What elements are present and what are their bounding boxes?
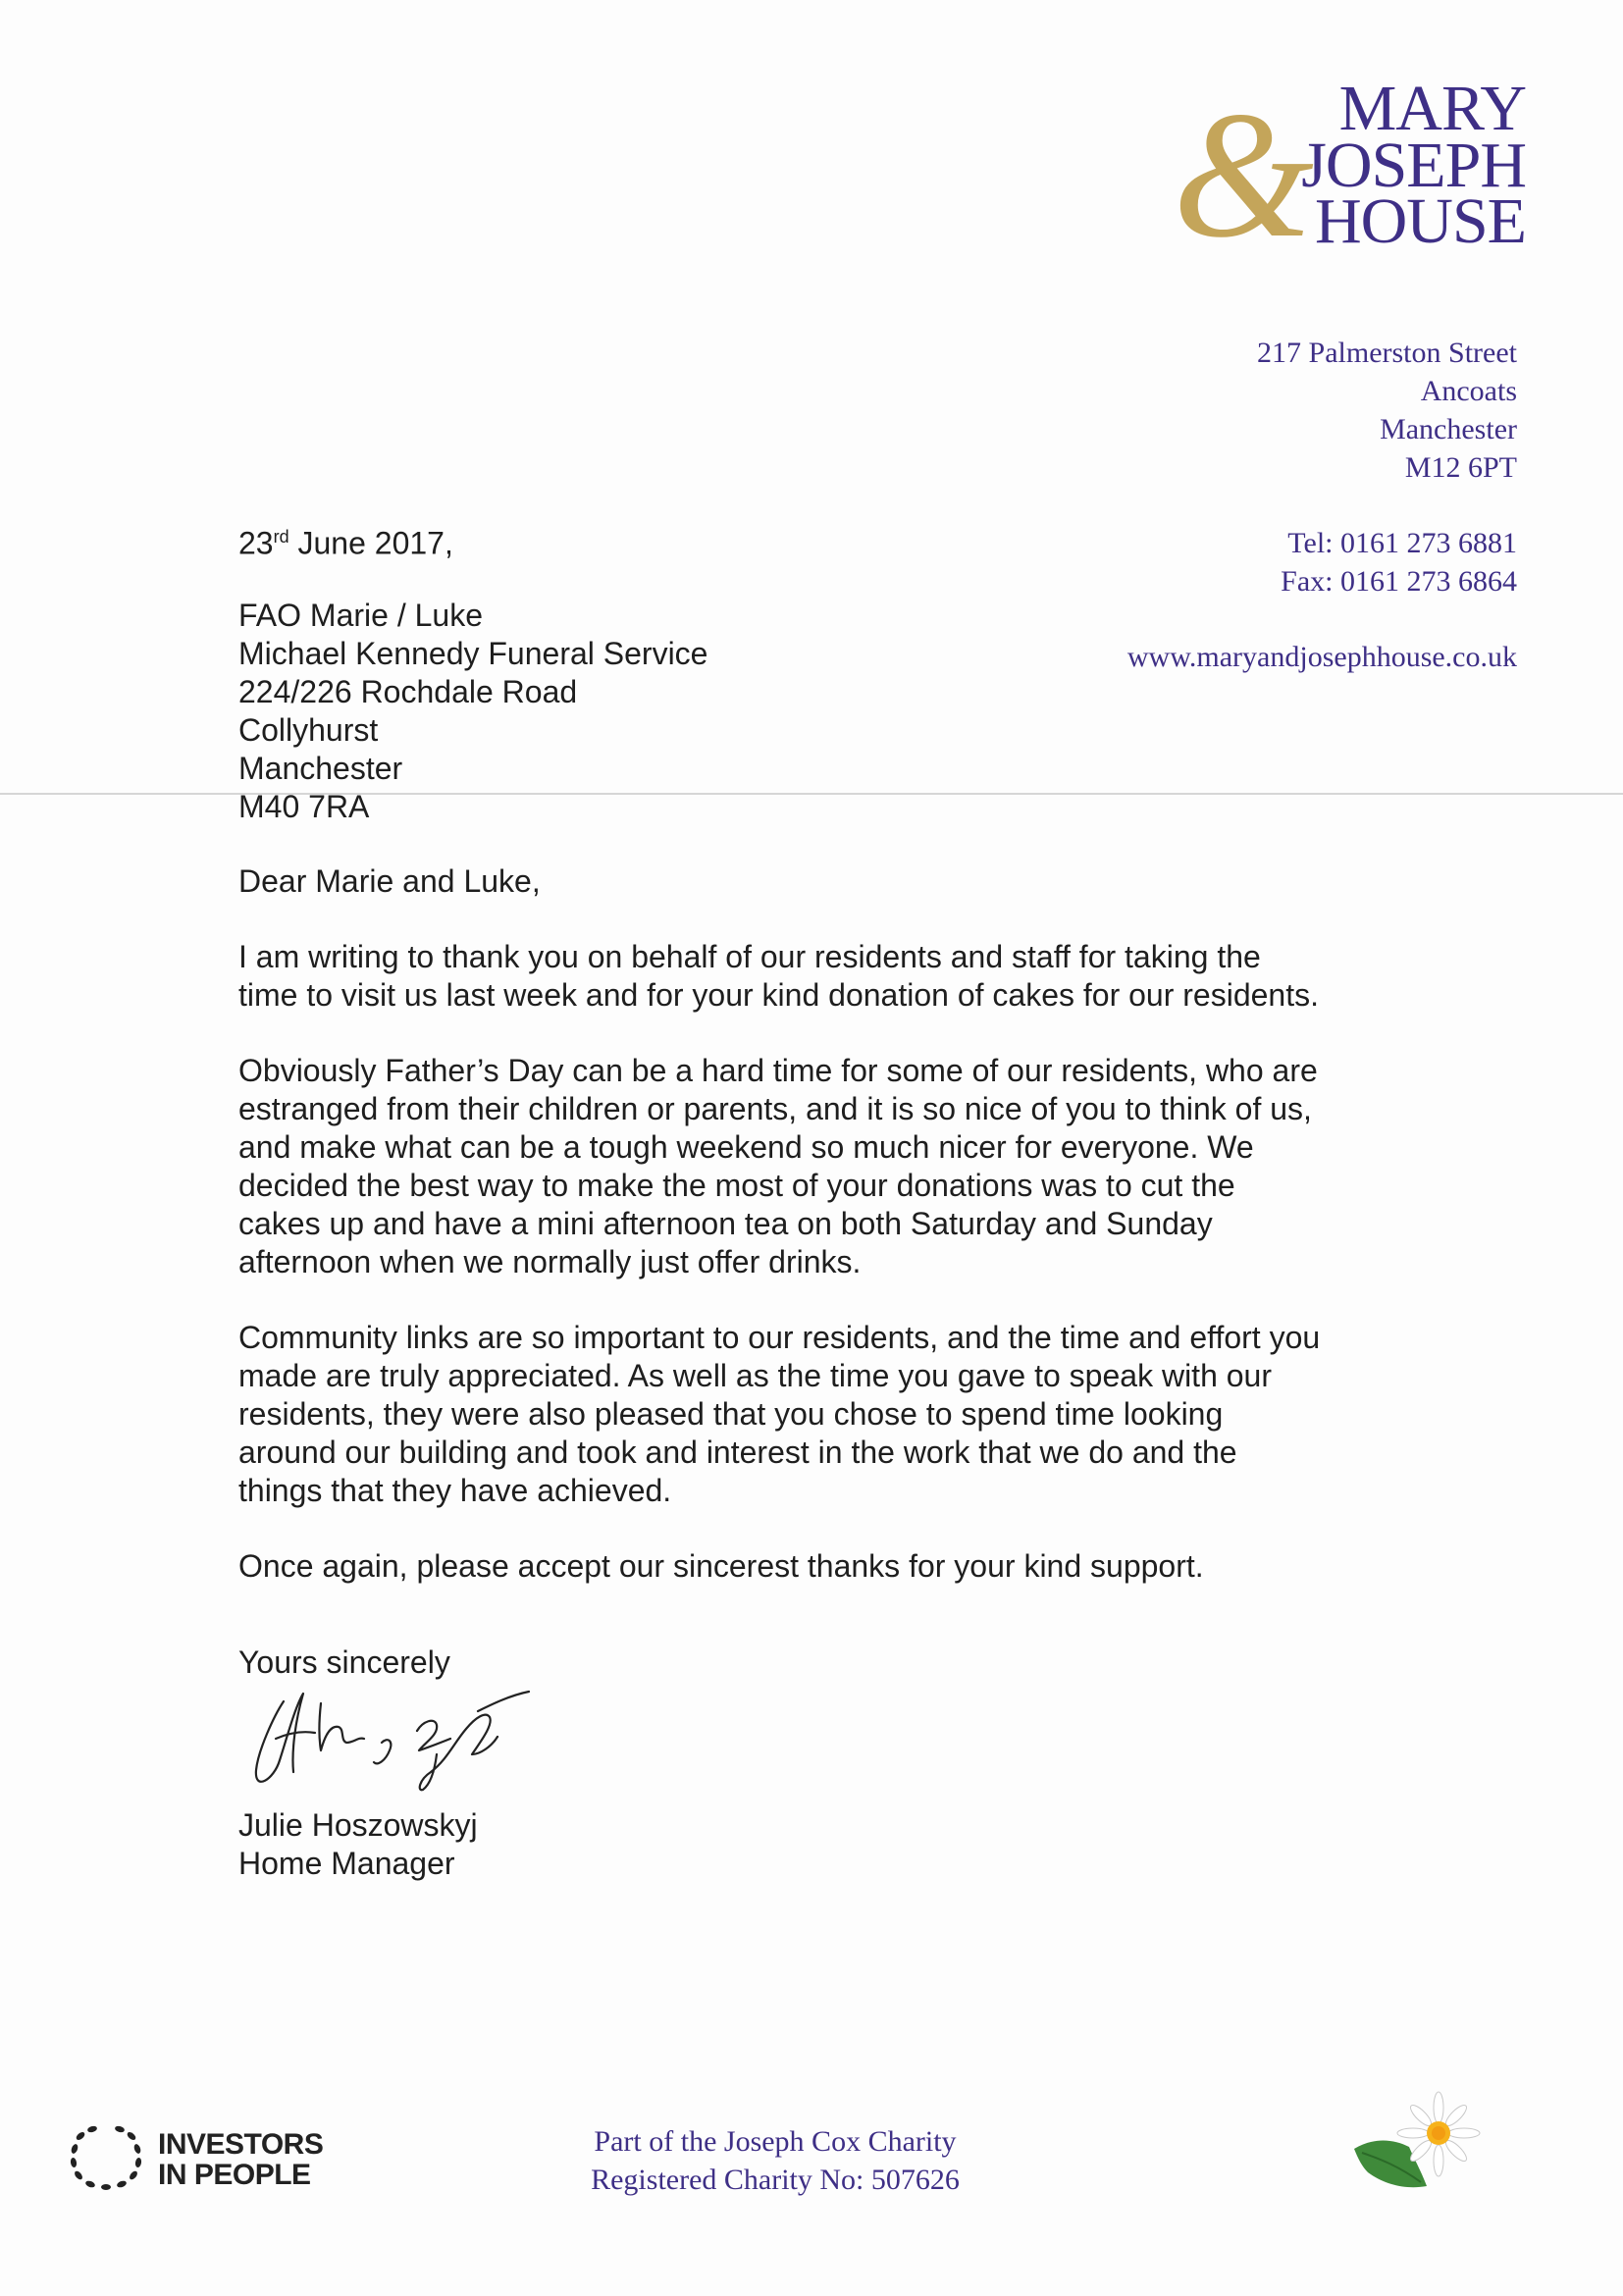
recipient-line: FAO Marie / Luke [238, 597, 483, 633]
sender-website: www.maryandjosephhouse.co.uk [1126, 641, 1517, 673]
paragraph-1 [238, 938, 1416, 1015]
recipient-line: Michael Kennedy Funeral Service [238, 635, 708, 671]
iip-line-2: IN PEOPLE [158, 2159, 311, 2191]
paragraph-line: decided the best way to make the most of your donations was to cut the [238, 1167, 1235, 1203]
laurel-wreath-icon [67, 2122, 145, 2191]
logo-line-2: JOSEPH [1301, 130, 1526, 201]
recipient-line: Manchester [238, 750, 403, 786]
paragraph-line: things that they have achieved. [238, 1472, 672, 1508]
charity-info [550, 2122, 1001, 2199]
signer-title: Home Manager [238, 1845, 455, 1881]
letter-date [238, 518, 1416, 563]
dignity-in-care-daisy-icon [1344, 2088, 1501, 2206]
paragraph-line: time to visit us last week and for your kind donation of cakes for our residents. [238, 976, 1319, 1013]
paragraph-line: around our building and took and interest in the work that we do and the [238, 1434, 1237, 1470]
sender-district: Ancoats [1420, 375, 1517, 407]
recipient-line: M40 7RA [238, 788, 370, 824]
paragraph-line: and make what can be a tough weekend so much nicer for everyone. We [238, 1128, 1254, 1165]
sender-tel: Tel: 0161 273 6881 [1287, 527, 1517, 559]
letter-body [238, 518, 1416, 1883]
signer-name: Julie Hoszowskyj [238, 1806, 478, 1843]
investors-in-people-logo [67, 2122, 332, 2191]
paragraph-line: Once again, please accept our sincerest thanks for your kind support. [238, 1547, 1204, 1584]
paragraph-line: estranged from their children or parents, and it is so nice of you to think of us, [238, 1090, 1312, 1126]
mary-joseph-house-logo [1173, 73, 1526, 276]
sender-fax: Fax: 0161 273 6864 [1281, 565, 1517, 598]
paragraph-line: afternoon when we normally just offer drinks. [238, 1243, 862, 1279]
recipient-line: Collyhurst [238, 711, 379, 748]
iip-line-1: INVESTORS [158, 2128, 324, 2161]
date-suffix: rd [273, 527, 289, 547]
date-day: 23 [238, 525, 274, 561]
recipient-address [238, 597, 1416, 826]
recipient-line: 224/226 Rochdale Road [238, 673, 578, 709]
iip-text [158, 2129, 323, 2190]
sender-street: 217 Palmerston Street [1257, 337, 1517, 369]
logo-line-3: HOUSE [1314, 185, 1526, 257]
logo-ampersand: & [1173, 75, 1314, 276]
paragraph-line: I am writing to thank you on behalf of our residents and staff for taking the [238, 938, 1261, 974]
paragraph-4 [238, 1547, 1416, 1586]
paragraph-line: residents, they were also pleased that you chose to spend time looking [238, 1395, 1224, 1432]
logo-line-1: MARY [1338, 73, 1526, 144]
date-rest: June 2017, [288, 525, 453, 561]
paragraph-line: cakes up and have a mini afternoon tea on both Saturday and Sunday [238, 1205, 1213, 1241]
charity-line-1: Part of the Joseph Cox Charity [594, 2125, 957, 2158]
sender-city: Manchester [1380, 413, 1517, 445]
sender-postcode: M12 6PT [1404, 451, 1517, 484]
paragraph-2 [238, 1052, 1416, 1281]
paragraph-line: Obviously Father’s Day can be a hard time for some of our residents, who are [238, 1052, 1318, 1088]
closing: Yours sincerely [238, 1644, 450, 1680]
paragraph-line: made are truly appreciated. As well as the time you gave to speak with our [238, 1357, 1272, 1393]
paragraph-line: Community links are so important to our residents, and the time and effort you [238, 1319, 1321, 1355]
charity-line-2: Registered Charity No: 507626 [591, 2164, 960, 2196]
salutation: Dear Marie and Luke, [238, 862, 541, 899]
handwritten-signature [244, 1682, 568, 1798]
paragraph-3 [238, 1319, 1416, 1510]
